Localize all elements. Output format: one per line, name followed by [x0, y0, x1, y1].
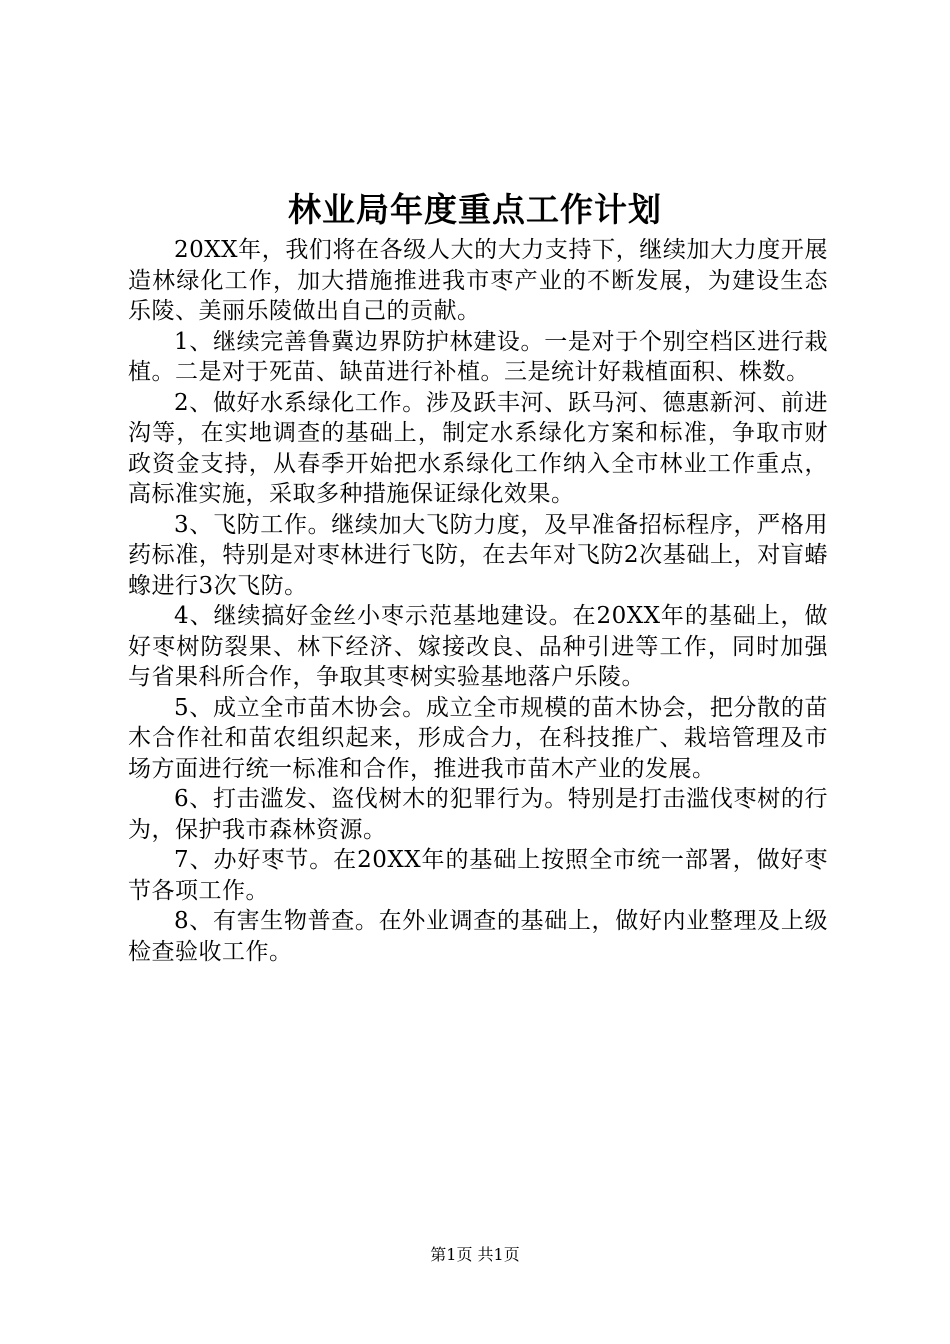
paragraph-item-2: 2、做好水系绿化工作。涉及跃丰河、跃马河、德惠新河、前进沟等，在实地调查的基础上，制定水系绿化方案和标准，争取市财政资金支持，从春季开始把水系绿化工作纳入全市林业工作重点，高标准实施，采取多种措施保证绿化效果。: [128, 389, 828, 507]
paragraph-item-8: 8、有害生物普查。在外业调查的基础上，做好内业整理及上级检查验收工作。: [128, 908, 828, 965]
paragraph-item-1: 1、继续完善鲁冀边界防护林建设。一是对于个别空档区进行栽植。二是对于死苗、缺苗进行补植。三是统计好栽植面积、株数。: [128, 328, 828, 385]
page-number-footer: 第1页 共1页: [430, 1245, 520, 1264]
paragraph-item-3: 3、飞防工作。继续加大飞防力度，及早准备招标程序，严格用药标准，特别是对枣林进行飞防，在去年对飞防2次基础上，对盲蝽蟓进行3次飞防。: [128, 511, 828, 599]
paragraph-item-6: 6、打击滥发、盗伐树木的犯罪行为。特别是打击滥伐枣树的行为，保护我市森林资源。: [128, 786, 828, 843]
paragraph-intro: 20XX年，我们将在各级人大的大力支持下，继续加大力度开展造林绿化工作，加大措施推进我市枣产业的不断发展，为建设生态乐陵、美丽乐陵做出自己的贡献。: [128, 237, 828, 324]
document-body: [128, 235, 828, 967]
document-title: 林业局年度重点工作计划: [288, 190, 662, 229]
paragraph-item-4: 4、继续搞好金丝小枣示范基地建设。在20XX年的基础上，做好枣树防裂果、林下经济、嫁接改良、品种引进等工作，同时加强与省果科所合作，争取其枣树实验基地落户乐陵。: [128, 603, 828, 690]
paragraph-item-7: 7、办好枣节。在20XX年的基础上按照全市统一部署，做好枣节各项工作。: [128, 847, 828, 904]
paragraph-item-5: 5、成立全市苗木协会。成立全市规模的苗木协会，把分散的苗木合作社和苗农组织起来，形成合力，在科技推广、栽培管理及市场方面进行统一标准和合作，推进我市苗木产业的发展。: [128, 694, 828, 782]
